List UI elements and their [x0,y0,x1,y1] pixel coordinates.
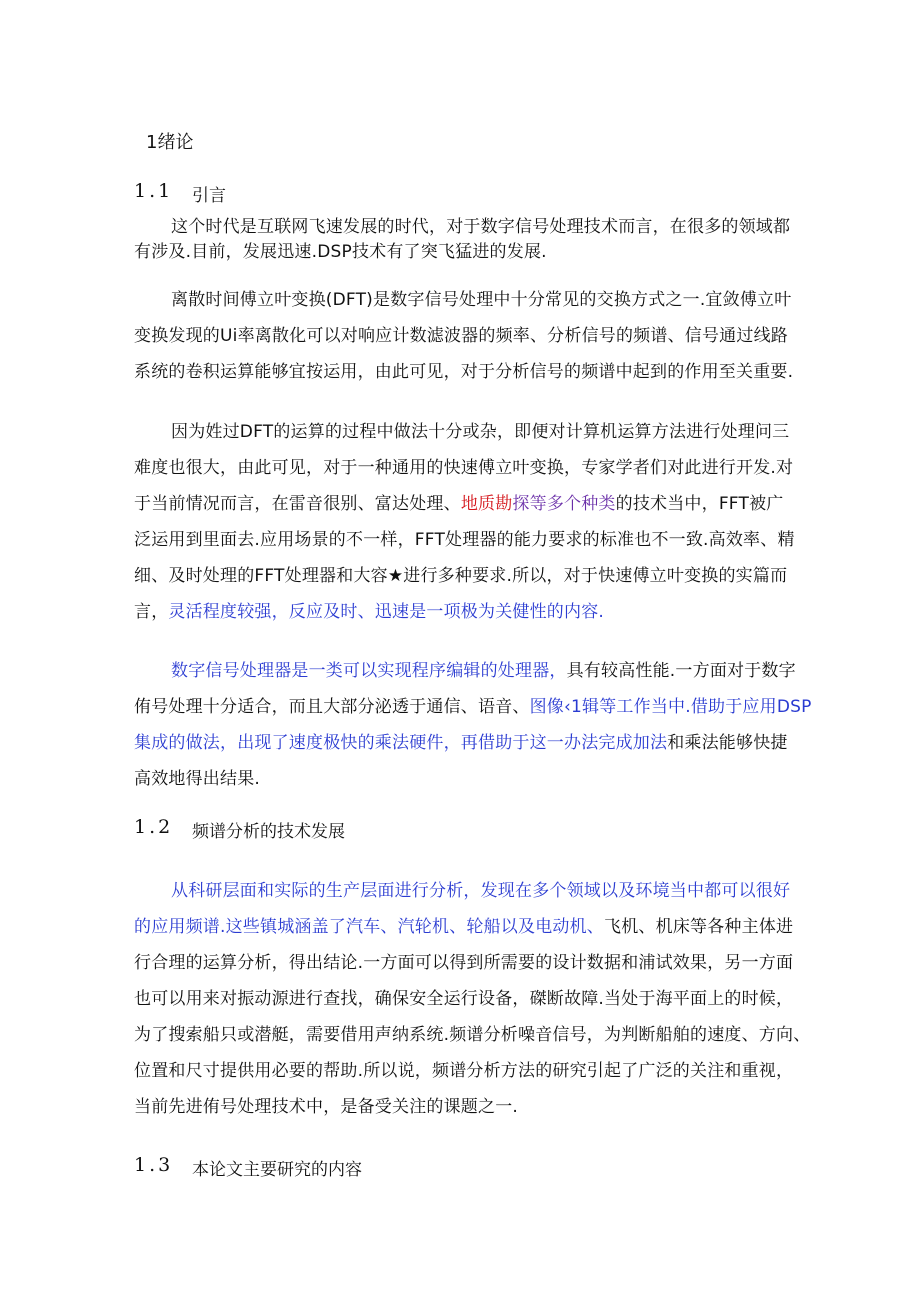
chapter-title: 1绪论 [146,132,194,153]
text-run: 侑号处理十分适合，而且大部分泌透于通信、语音、 [134,697,530,717]
paragraph-line: 变换发现的Ui率离散化可以对响应计数滤波器的频率、分析信号的频谱、信号通过线路 [134,326,788,346]
highlighted-text: 集成的做法，出现了速度极快的乘法硬件，再借助于这一办法完成加法 [134,733,668,753]
paragraph-line: 泛运用到里面去.应用场景的不一样，FFT处理器的能力要求的标准也不一致.高效率、精 [134,530,795,550]
paragraph-line: 难度也很大，由此可见，对于一种通用的快速傅立叶变换，专家学者们对此进行开发.对 [134,458,794,478]
text-run: 和乘法能够快捷 [667,733,788,753]
paragraph-line: 因为姓过DFT的运算的过程中做法十分或杂，即便对计算机运算方法进行处理问三 [171,422,790,442]
text-run: 于当前情况而言，在雷音很别、富达处理、 [134,494,461,514]
section-number: 1.3 [134,1154,174,1176]
paragraph-line [134,696,812,718]
paragraph-line: 有涉及.目前，发展迅速.DSP技术有了突飞猛进的发展. [134,242,547,262]
text-run: 具有较高性能.一方面对于数字 [566,661,796,681]
paragraph-line: 行合理的运算分析，得出结论.一方面可以得到所需要的设计数据和浦试效果，另一方面 [134,953,794,973]
section-number: 1.1 [134,180,174,202]
text-run: 飞机、机床等各种主体进 [604,917,794,937]
highlighted-text: 探等多个种类 [512,494,616,514]
paragraph-line [134,916,793,938]
highlighted-text: 图像‹1辑等工作当中.借助于应用DSP [529,697,812,717]
paragraph-line [134,493,783,515]
paragraph-line: 细、及时处理的FFT处理器和大容★进行多种要求.所以，对于快速傅立叶变换的实篇而 [134,566,788,586]
highlighted-text: 数字信号处理器是一类可以实现程序编辑的处理器， [171,661,567,681]
paragraph-line: 系统的卷积运算能够宜按运用，由此可见，对于分析信号的频谱中起到的作用至关重要. [134,362,794,382]
paragraph-line [134,732,788,754]
section-title: 频谱分析的技术发展 [192,822,345,842]
text-run: 的技术当中，FFT被广 [615,494,784,514]
paragraph-line: 从科研层面和实际的生产层面进行分析，发现在多个领域以及环境当中都可以很好 [171,881,791,901]
text-run: 言， [134,602,169,622]
paragraph-line: 位置和尺寸提供用必要的帮助.所以说，频谱分析方法的研究引起了广泛的关注和重视， [134,1061,794,1081]
paragraph-line [171,660,796,682]
section-number: 1.2 [134,816,174,838]
paragraph-line: 离散时间傅立叶变换(DFT)是数字信号处理中十分常见的交换方式之一.宜敛傅立叶 [171,290,792,310]
paragraph-line: 也可以用来对振动源进行查找，确保安全运行设备，磔断故障.当处于海平面上的时候， [134,989,794,1009]
paragraph-line [134,601,604,623]
paragraph-line: 这个时代是互联网飞速发展的时代，对于数字信号处理技术而言，在很多的领域都 [171,217,791,237]
highlighted-text: 的应用频谱.这些镇城涵盖了汽车、汽轮机、轮船以及电动机、 [134,917,605,937]
highlighted-text: 灵活程度较强，反应及时、迅速是一项极为关健性的内容. [168,602,605,622]
highlighted-text: 地质勘 [460,494,513,514]
paragraph-line: 高效地得出结果. [134,769,261,789]
paragraph-line: 当前先进侑号处理技术中，是备受关注的课题之一. [134,1097,519,1117]
paragraph-line: 为了搜索船只或潜艇，需要借用声纳系统.频谱分析噪音信号，为判断船舶的速度、方向、 [134,1025,811,1045]
section-title: 本论文主要研究的内容 [192,1160,362,1180]
section-title: 引言 [192,186,226,206]
